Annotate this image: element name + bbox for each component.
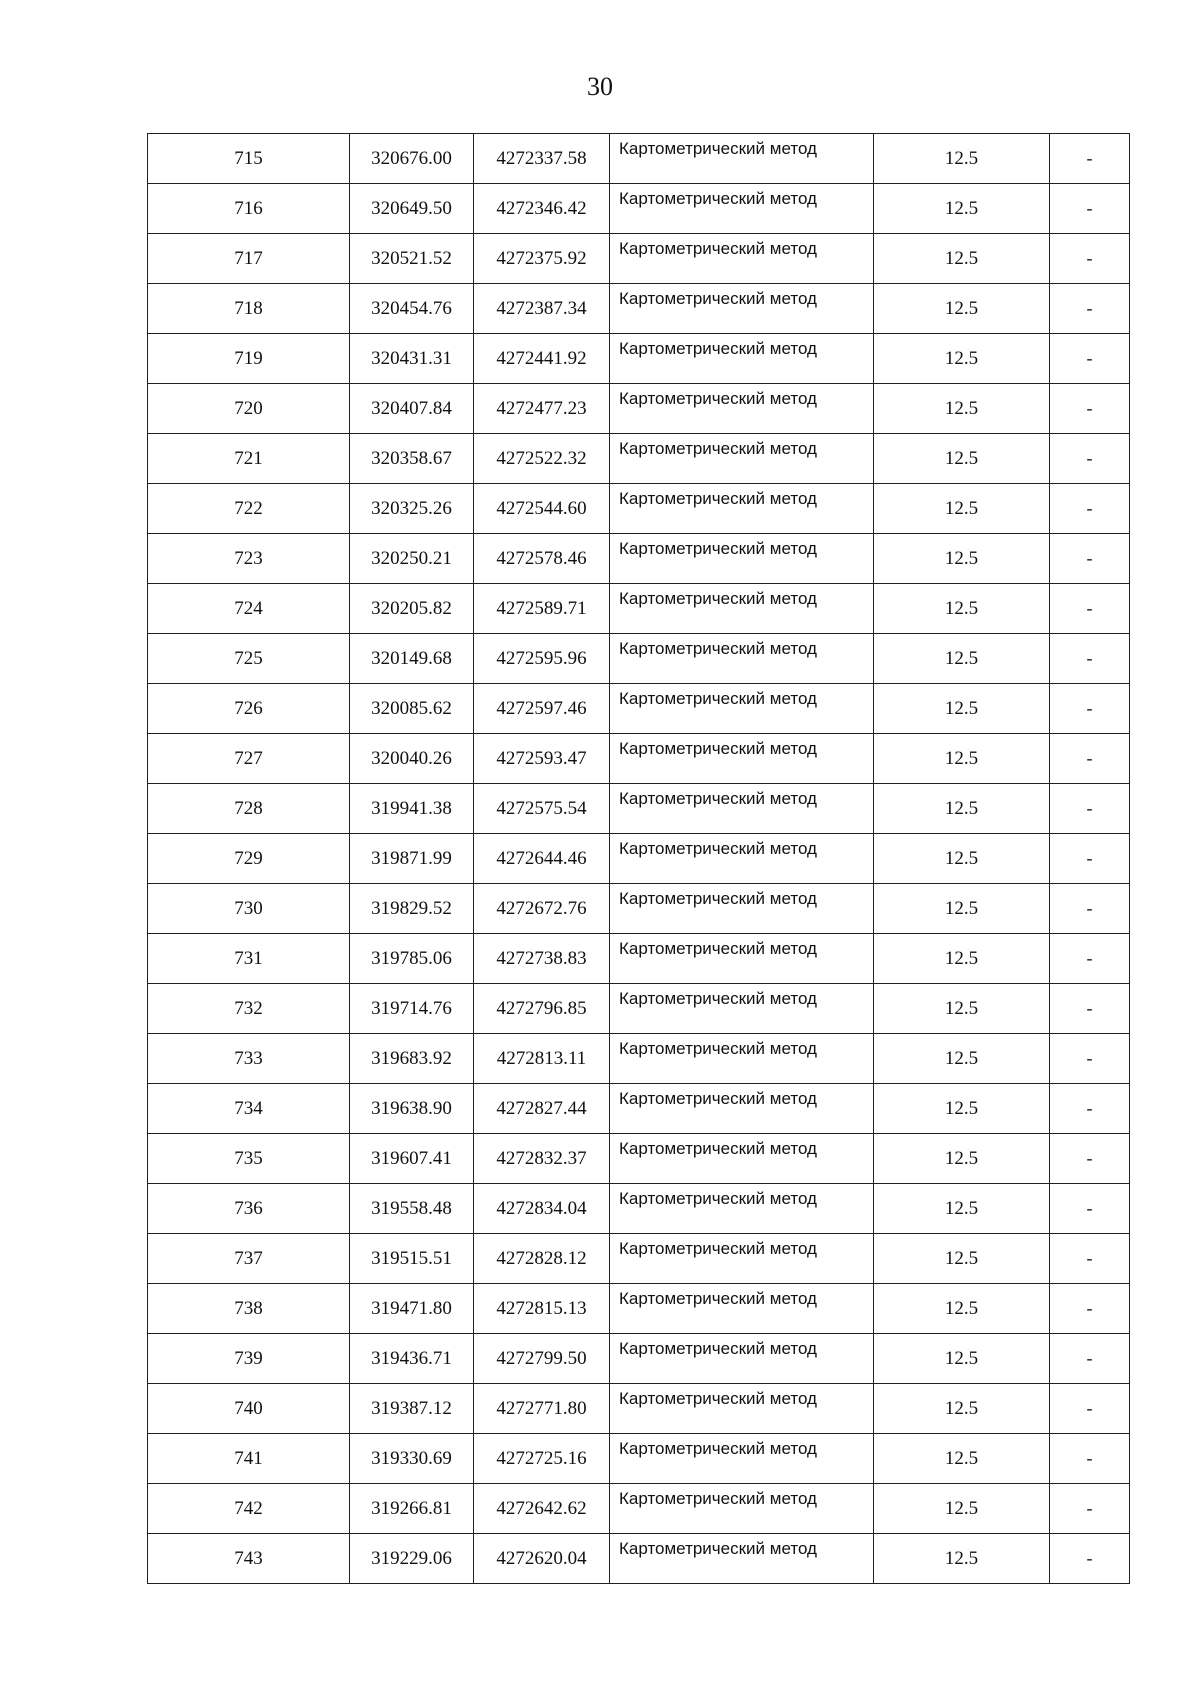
coordinate-y-cell: 4272834.04 — [474, 1184, 610, 1234]
table-row — [148, 584, 1130, 634]
coordinate-x-cell: 320521.52 — [350, 234, 474, 284]
coordinate-y-cell: 4272799.50 — [474, 1334, 610, 1384]
coordinate-x-cell: 320431.31 — [350, 334, 474, 384]
method-cell: Картометрический метод — [610, 734, 874, 784]
point-number-cell: 742 — [148, 1484, 350, 1534]
coordinate-y-cell: 4272375.92 — [474, 234, 610, 284]
accuracy-cell: 12.5 — [874, 1334, 1050, 1384]
coordinate-x-cell: 319229.06 — [350, 1534, 474, 1584]
table-row — [148, 784, 1130, 834]
point-number-cell: 729 — [148, 834, 350, 884]
note-cell: - — [1050, 1034, 1130, 1084]
note-cell: - — [1050, 134, 1130, 184]
accuracy-cell: 12.5 — [874, 284, 1050, 334]
coordinate-y-cell: 4272815.13 — [474, 1284, 610, 1334]
accuracy-cell: 12.5 — [874, 1034, 1050, 1084]
coordinate-y-cell: 4272644.46 — [474, 834, 610, 884]
method-cell: Картометрический метод — [610, 1134, 874, 1184]
coordinate-y-cell: 4272597.46 — [474, 684, 610, 734]
point-number-cell: 741 — [148, 1434, 350, 1484]
accuracy-cell: 12.5 — [874, 434, 1050, 484]
point-number-cell: 722 — [148, 484, 350, 534]
coordinate-x-cell: 320407.84 — [350, 384, 474, 434]
point-number-cell: 731 — [148, 934, 350, 984]
method-cell: Картометрический метод — [610, 784, 874, 834]
coordinate-y-cell: 4272522.32 — [474, 434, 610, 484]
coordinate-x-cell: 319436.71 — [350, 1334, 474, 1384]
accuracy-cell: 12.5 — [874, 1134, 1050, 1184]
coordinate-x-cell: 320649.50 — [350, 184, 474, 234]
note-cell: - — [1050, 434, 1130, 484]
point-number-cell: 717 — [148, 234, 350, 284]
coordinate-y-cell: 4272578.46 — [474, 534, 610, 584]
method-cell: Картометрический метод — [610, 534, 874, 584]
coordinates-table — [147, 133, 1130, 1584]
method-cell: Картометрический метод — [610, 584, 874, 634]
note-cell: - — [1050, 584, 1130, 634]
coordinate-y-cell: 4272832.37 — [474, 1134, 610, 1184]
table-row — [148, 434, 1130, 484]
method-cell: Картометрический метод — [610, 1384, 874, 1434]
point-number-cell: 737 — [148, 1234, 350, 1284]
coordinate-y-cell: 4272620.04 — [474, 1534, 610, 1584]
table-row — [148, 334, 1130, 384]
accuracy-cell: 12.5 — [874, 684, 1050, 734]
point-number-cell: 719 — [148, 334, 350, 384]
accuracy-cell: 12.5 — [874, 334, 1050, 384]
table-row — [148, 1434, 1130, 1484]
table-row — [148, 234, 1130, 284]
coordinate-x-cell: 319607.41 — [350, 1134, 474, 1184]
coordinate-x-cell: 319829.52 — [350, 884, 474, 934]
coordinate-y-cell: 4272738.83 — [474, 934, 610, 984]
coordinate-y-cell: 4272725.16 — [474, 1434, 610, 1484]
coordinate-y-cell: 4272477.23 — [474, 384, 610, 434]
coordinate-x-cell: 319638.90 — [350, 1084, 474, 1134]
method-cell: Картометрический метод — [610, 1234, 874, 1284]
table-row — [148, 684, 1130, 734]
method-cell: Картометрический метод — [610, 1284, 874, 1334]
coordinate-y-cell: 4272544.60 — [474, 484, 610, 534]
table-row — [148, 634, 1130, 684]
table-row — [148, 1334, 1130, 1384]
table-row — [148, 1484, 1130, 1534]
coordinate-x-cell: 319871.99 — [350, 834, 474, 884]
note-cell: - — [1050, 1184, 1130, 1234]
point-number-cell: 716 — [148, 184, 350, 234]
note-cell: - — [1050, 534, 1130, 584]
coordinate-x-cell: 319714.76 — [350, 984, 474, 1034]
table-row — [148, 1284, 1130, 1334]
coordinate-x-cell: 319558.48 — [350, 1184, 474, 1234]
coordinate-x-cell: 320149.68 — [350, 634, 474, 684]
method-cell: Картометрический метод — [610, 884, 874, 934]
point-number-cell: 724 — [148, 584, 350, 634]
point-number-cell: 725 — [148, 634, 350, 684]
note-cell: - — [1050, 484, 1130, 534]
accuracy-cell: 12.5 — [874, 934, 1050, 984]
table-row — [148, 1134, 1130, 1184]
method-cell: Картометрический метод — [610, 1434, 874, 1484]
accuracy-cell: 12.5 — [874, 784, 1050, 834]
point-number-cell: 718 — [148, 284, 350, 334]
method-cell: Картометрический метод — [610, 1484, 874, 1534]
accuracy-cell: 12.5 — [874, 1084, 1050, 1134]
note-cell: - — [1050, 334, 1130, 384]
coordinate-x-cell: 320205.82 — [350, 584, 474, 634]
coordinate-y-cell: 4272441.92 — [474, 334, 610, 384]
note-cell: - — [1050, 234, 1130, 284]
coordinate-x-cell: 320040.26 — [350, 734, 474, 784]
coordinate-x-cell: 319515.51 — [350, 1234, 474, 1284]
point-number-cell: 730 — [148, 884, 350, 934]
coordinate-x-cell: 320085.62 — [350, 684, 474, 734]
note-cell: - — [1050, 1084, 1130, 1134]
note-cell: - — [1050, 284, 1130, 334]
accuracy-cell: 12.5 — [874, 1434, 1050, 1484]
accuracy-cell: 12.5 — [874, 1234, 1050, 1284]
coordinate-x-cell: 320325.26 — [350, 484, 474, 534]
coordinate-y-cell: 4272595.96 — [474, 634, 610, 684]
coordinate-y-cell: 4272589.71 — [474, 584, 610, 634]
note-cell: - — [1050, 1384, 1130, 1434]
table-row — [148, 984, 1130, 1034]
table-row — [148, 884, 1130, 934]
note-cell: - — [1050, 634, 1130, 684]
point-number-cell: 723 — [148, 534, 350, 584]
point-number-cell: 743 — [148, 1534, 350, 1584]
note-cell: - — [1050, 1234, 1130, 1284]
method-cell: Картометрический метод — [610, 684, 874, 734]
coordinate-x-cell: 320676.00 — [350, 134, 474, 184]
method-cell: Картометрический метод — [610, 984, 874, 1034]
note-cell: - — [1050, 984, 1130, 1034]
accuracy-cell: 12.5 — [874, 234, 1050, 284]
point-number-cell: 732 — [148, 984, 350, 1034]
accuracy-cell: 12.5 — [874, 1534, 1050, 1584]
coordinate-y-cell: 4272672.76 — [474, 884, 610, 934]
table-row — [148, 384, 1130, 434]
note-cell: - — [1050, 1334, 1130, 1384]
point-number-cell: 738 — [148, 1284, 350, 1334]
table-row — [148, 484, 1130, 534]
note-cell: - — [1050, 834, 1130, 884]
note-cell: - — [1050, 884, 1130, 934]
method-cell: Картометрический метод — [610, 134, 874, 184]
accuracy-cell: 12.5 — [874, 1284, 1050, 1334]
note-cell: - — [1050, 1434, 1130, 1484]
method-cell: Картометрический метод — [610, 1184, 874, 1234]
table-row — [148, 134, 1130, 184]
point-number-cell: 736 — [148, 1184, 350, 1234]
accuracy-cell: 12.5 — [874, 634, 1050, 684]
coordinate-y-cell: 4272827.44 — [474, 1084, 610, 1134]
note-cell: - — [1050, 1534, 1130, 1584]
note-cell: - — [1050, 1484, 1130, 1534]
method-cell: Картометрический метод — [610, 284, 874, 334]
coordinate-x-cell: 319683.92 — [350, 1034, 474, 1084]
table-row — [148, 184, 1130, 234]
coordinate-y-cell: 4272575.54 — [474, 784, 610, 834]
coordinates-table-body — [148, 134, 1130, 1584]
method-cell: Картометрический метод — [610, 234, 874, 284]
method-cell: Картометрический метод — [610, 384, 874, 434]
method-cell: Картометрический метод — [610, 934, 874, 984]
accuracy-cell: 12.5 — [874, 484, 1050, 534]
coordinate-y-cell: 4272346.42 — [474, 184, 610, 234]
note-cell: - — [1050, 934, 1130, 984]
point-number-cell: 740 — [148, 1384, 350, 1434]
point-number-cell: 728 — [148, 784, 350, 834]
note-cell: - — [1050, 1134, 1130, 1184]
method-cell: Картометрический метод — [610, 484, 874, 534]
point-number-cell: 715 — [148, 134, 350, 184]
accuracy-cell: 12.5 — [874, 134, 1050, 184]
table-row — [148, 834, 1130, 884]
accuracy-cell: 12.5 — [874, 884, 1050, 934]
accuracy-cell: 12.5 — [874, 1184, 1050, 1234]
table-row — [148, 1534, 1130, 1584]
accuracy-cell: 12.5 — [874, 734, 1050, 784]
method-cell: Картометрический метод — [610, 334, 874, 384]
coordinate-x-cell: 319941.38 — [350, 784, 474, 834]
coordinate-y-cell: 4272387.34 — [474, 284, 610, 334]
point-number-cell: 734 — [148, 1084, 350, 1134]
note-cell: - — [1050, 684, 1130, 734]
coordinate-x-cell: 320250.21 — [350, 534, 474, 584]
point-number-cell: 735 — [148, 1134, 350, 1184]
accuracy-cell: 12.5 — [874, 184, 1050, 234]
accuracy-cell: 12.5 — [874, 984, 1050, 1034]
coordinate-y-cell: 4272771.80 — [474, 1384, 610, 1434]
method-cell: Картометрический метод — [610, 834, 874, 884]
point-number-cell: 720 — [148, 384, 350, 434]
coordinate-y-cell: 4272593.47 — [474, 734, 610, 784]
table-row — [148, 734, 1130, 784]
method-cell: Картометрический метод — [610, 1534, 874, 1584]
coordinate-y-cell: 4272813.11 — [474, 1034, 610, 1084]
accuracy-cell: 12.5 — [874, 834, 1050, 884]
coordinate-x-cell: 320358.67 — [350, 434, 474, 484]
method-cell: Картометрический метод — [610, 1034, 874, 1084]
coordinate-x-cell: 319266.81 — [350, 1484, 474, 1534]
accuracy-cell: 12.5 — [874, 1384, 1050, 1434]
table-row — [148, 284, 1130, 334]
note-cell: - — [1050, 784, 1130, 834]
accuracy-cell: 12.5 — [874, 584, 1050, 634]
table-row — [148, 1034, 1130, 1084]
coordinate-x-cell: 319387.12 — [350, 1384, 474, 1434]
point-number-cell: 727 — [148, 734, 350, 784]
note-cell: - — [1050, 1284, 1130, 1334]
coordinate-x-cell: 319785.06 — [350, 934, 474, 984]
table-row — [148, 1084, 1130, 1134]
table-row — [148, 1184, 1130, 1234]
coordinate-x-cell: 320454.76 — [350, 284, 474, 334]
accuracy-cell: 12.5 — [874, 534, 1050, 584]
coordinate-x-cell: 319471.80 — [350, 1284, 474, 1334]
point-number-cell: 721 — [148, 434, 350, 484]
table-row — [148, 534, 1130, 584]
method-cell: Картометрический метод — [610, 184, 874, 234]
note-cell: - — [1050, 734, 1130, 784]
note-cell: - — [1050, 184, 1130, 234]
accuracy-cell: 12.5 — [874, 1484, 1050, 1534]
method-cell: Картометрический метод — [610, 634, 874, 684]
point-number-cell: 726 — [148, 684, 350, 734]
coordinate-x-cell: 319330.69 — [350, 1434, 474, 1484]
method-cell: Картометрический метод — [610, 1334, 874, 1384]
method-cell: Картометрический метод — [610, 434, 874, 484]
coordinate-y-cell: 4272828.12 — [474, 1234, 610, 1284]
point-number-cell: 739 — [148, 1334, 350, 1384]
coordinate-y-cell: 4272642.62 — [474, 1484, 610, 1534]
table-row — [148, 1234, 1130, 1284]
note-cell: - — [1050, 384, 1130, 434]
method-cell: Картометрический метод — [610, 1084, 874, 1134]
page-number: 30 — [587, 72, 613, 101]
table-row — [148, 934, 1130, 984]
coordinate-y-cell: 4272796.85 — [474, 984, 610, 1034]
table-row — [148, 1384, 1130, 1434]
accuracy-cell: 12.5 — [874, 384, 1050, 434]
point-number-cell: 733 — [148, 1034, 350, 1084]
coordinate-y-cell: 4272337.58 — [474, 134, 610, 184]
